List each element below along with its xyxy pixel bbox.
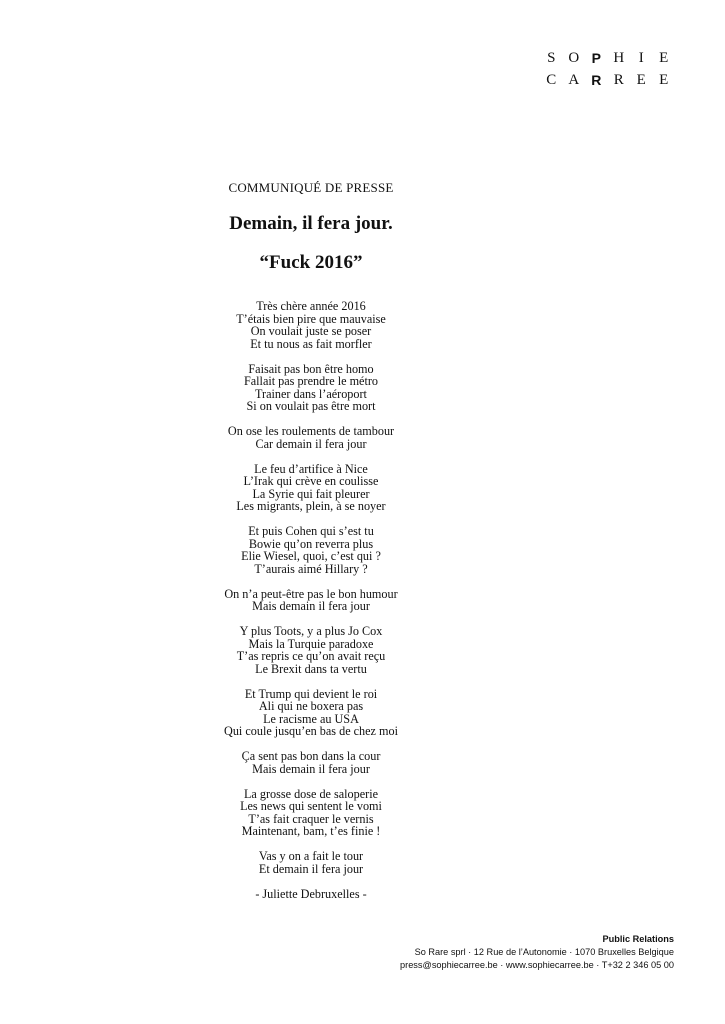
poem-line: On n’a peut-être pas le bon humour [224, 586, 398, 601]
poem-line: Le racisme au USA [263, 711, 359, 726]
poem-line: On ose les roulements de tambour [227, 424, 395, 438]
poem-stanza [0, 850, 622, 875]
poem-line: Car demain il fera jour [255, 436, 367, 451]
poem-line: Les migrants, plein, à se noyer [236, 499, 386, 513]
logo-row-top [540, 47, 675, 69]
poem-stanza [0, 750, 622, 775]
poem-line: T’as repris ce qu’on avait reçu [236, 649, 386, 663]
poem-line: Ça sent pas bon dans la cour [241, 749, 381, 763]
logo-letter: R [591, 72, 602, 88]
logo-letter: S [547, 50, 556, 66]
poem-line: Y plus Toots, y a plus Jo Cox [239, 624, 383, 638]
poem-line: Faisait pas bon être homo [248, 361, 374, 376]
logo-letter: E [659, 50, 669, 66]
poem-line: Et demain il fera jour [258, 861, 364, 876]
poem-line: Vas y on a fait le tour [258, 849, 364, 863]
poem-line: Et puis Cohen qui s’est tu [248, 524, 374, 538]
poem-line: Le feu d’artifice à Nice [254, 461, 368, 476]
poem-line: Elie Wiesel, quoi, c’est qui ? [241, 549, 381, 563]
poem-line: Mais la Turquie paradoxe [248, 636, 374, 651]
poem-line: Et Trump qui devient le roi [244, 686, 378, 701]
poem-line: Ali qui ne boxera pas [258, 699, 364, 713]
poem-stanza [0, 363, 622, 413]
poem-line: Mais demain il fera jour [252, 599, 370, 613]
footer-title: Public Relations [602, 934, 674, 944]
poem-line: L’Irak qui crève en coulisse [243, 474, 379, 488]
poem-stanza [0, 525, 622, 575]
logo-letter: P [591, 50, 601, 66]
footer-contact [400, 933, 674, 972]
poem-stanza [0, 300, 622, 350]
poem-line: La grosse dose de saloperie [243, 786, 378, 801]
logo-letter: C [546, 72, 557, 88]
poem-stanza [0, 625, 622, 675]
logo-letter: E [659, 72, 669, 88]
poem-line: - Juliette Debruxelles - [255, 886, 367, 901]
poem-line: Très chère année 2016 [256, 299, 366, 313]
poem-stanza [0, 425, 622, 450]
footer-contact-line: press@sophiecarree.be · www.sophiecarree.be · T+32 2 346 05 00 [400, 960, 674, 970]
poem-line: Qui coule jusqu’en bas de chez moi [224, 724, 398, 738]
poem-line: T’as fait craquer le vernis [248, 811, 374, 826]
press-release-label: COMMUNIQUÉ DE PRESSE [228, 180, 394, 195]
logo-row-bottom [540, 69, 675, 91]
logo-letter: I [638, 50, 644, 66]
logo-letter: H [613, 50, 625, 66]
poem-line: Et tu nous as fait morfler [250, 336, 372, 351]
poem-stanza [0, 463, 622, 513]
poem-line: On voulait juste se poser [250, 324, 372, 338]
logo-letter: A [568, 72, 580, 88]
poem-line: Bowie qu’on reverra plus [248, 536, 374, 551]
poem-line: Trainer dans l’aéroport [255, 386, 367, 401]
poem-signature [0, 888, 622, 901]
poem-line: Si on voulait pas être mort [246, 399, 376, 413]
logo-letter: O [568, 50, 580, 66]
poem-title: “Fuck 2016” [259, 252, 363, 273]
logo-letter: R [613, 72, 624, 88]
poem-line: T’aurais aimé Hillary ? [254, 561, 368, 576]
footer-address: So Rare sprl · 12 Rue de l’Autonomie · 1070 Bruxelles Belgique [414, 947, 674, 957]
headline: Demain, il fera jour. [229, 213, 393, 234]
poem-line: Le Brexit dans ta vertu [255, 661, 367, 676]
poem-stanza [0, 788, 622, 838]
poem-stanza [0, 588, 622, 613]
poem-line: La Syrie qui fait pleurer [252, 486, 370, 501]
poem-stanza [0, 688, 622, 738]
logo-letter: E [636, 72, 646, 88]
poem-line: T’étais bien pire que mauvaise [236, 311, 386, 326]
brand-logo [540, 47, 675, 91]
poem-line: Maintenant, bam, t’es finie ! [241, 824, 381, 838]
poem-line: Les news qui sentent le vomi [240, 799, 382, 813]
poem-line: Fallait pas prendre le métro [243, 374, 378, 388]
poem-line: Mais demain il fera jour [252, 761, 370, 776]
poem-body [0, 300, 622, 913]
